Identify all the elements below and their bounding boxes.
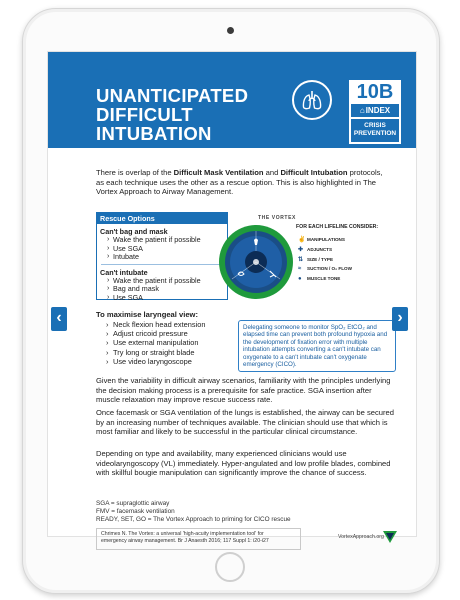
page-title	[96, 86, 248, 143]
lifeline-item	[298, 246, 388, 252]
lifeline-item	[298, 266, 388, 271]
lifeline-item	[298, 276, 388, 281]
tablet-frame	[22, 8, 440, 594]
crisis-line: CRISIS	[364, 122, 386, 129]
definition-item: FMV = facemask ventilation	[96, 508, 175, 515]
home-icon: ⌂	[359, 106, 365, 115]
intro-bold: Difficult Intubation	[280, 168, 348, 177]
intro-bold: Difficult Mask Ventilation	[173, 168, 264, 177]
reference-line: emergency airway management. Br J Anaesth 2016; 117 Suppl 1: i20-i27	[101, 537, 269, 544]
protocol-number: 10B	[356, 81, 394, 103]
intro-text: protocols, as each technique uses the other as a rescue option. This is also highlighted in The Vortex Approach to Airway Management.	[96, 168, 383, 197]
resize-icon: ⇅	[298, 257, 304, 263]
cant-intubate-heading: Can't intubate	[100, 267, 148, 277]
vortex-logo-icon	[382, 530, 398, 544]
hand-icon: ✌	[298, 237, 306, 243]
page-header	[48, 52, 416, 148]
maximise-list	[106, 320, 205, 366]
monitoring-callout: Delegating someone to monitor SpO₂ EtCO₂ and elapsed time can prevent both profound hypoxia and the development of fixation error with multiple intubation attempts converting a can't intubate can oxygenate to a can't intubate can't oxygenate emergency (CICO).	[238, 320, 396, 372]
vortex-diagram	[218, 224, 294, 300]
crisis-prevention-label	[351, 119, 399, 142]
list-item: › Bag and mask	[107, 285, 227, 294]
crisis-line: PREVENTION	[353, 130, 397, 137]
vortex-title: THE VORTEX	[258, 215, 296, 221]
lifeline-item	[298, 236, 388, 242]
list-item: › Neck flexion head extension	[106, 320, 205, 329]
vortex-url-link[interactable]: VortexApproach.org	[338, 534, 384, 540]
plus-icon: ✚	[298, 247, 304, 253]
title-line: DIFFICULT	[96, 104, 193, 125]
list-item: › Use SGA	[107, 245, 227, 254]
body-paragraph: Once facemask or SGA ventilation of the lungs is established, the airway can be secured by an increasing number of techniques available. The clinician should use that which is most familiar and likely to be successful in the particular clinical circumstance.	[96, 408, 395, 437]
maximise-heading: To maximise laryngeal view:	[96, 310, 198, 319]
list-item: › Wake the patient if possible	[107, 236, 227, 245]
intro-text: There is overlap of the	[96, 168, 174, 177]
muscle-icon: ●	[298, 276, 302, 282]
camera-icon	[227, 27, 234, 34]
intro-paragraph	[96, 168, 386, 197]
lifeline-label: SUCTION / O₂ FLOW	[307, 266, 352, 271]
previous-page-button[interactable]: ‹	[51, 307, 67, 331]
list-item: › Adjust cricoid pressure	[106, 329, 205, 338]
index-label: INDEX	[365, 106, 391, 115]
list-item: › Wake the patient if possible	[107, 277, 227, 286]
list-item: › Use SGA	[107, 294, 227, 303]
flow-icon: ≈	[298, 266, 302, 272]
rescue-options-heading: Rescue Options	[97, 213, 227, 224]
definition-item: SGA = supraglottic airway	[96, 500, 170, 507]
list-item: › Use external manipulation	[106, 338, 205, 347]
cant-bag-list	[97, 236, 227, 262]
lifeline-label: ADJUNCTS	[307, 247, 333, 252]
lungs-icon	[292, 80, 332, 120]
lifeline-item	[298, 256, 388, 262]
home-button[interactable]	[215, 552, 245, 582]
title-line: UNANTICIPATED	[96, 85, 249, 106]
lifeline-label: MANIPULATIONS	[307, 237, 345, 242]
reference-box	[96, 528, 301, 550]
list-item: › Use video laryngoscope	[106, 357, 205, 366]
lifeline-label: SIZE / TYPE	[307, 257, 334, 262]
title-line: INTUBATION	[96, 123, 212, 144]
vortex-core-dot	[253, 259, 259, 265]
rescue-options-box	[96, 212, 228, 300]
cant-intubate-list	[97, 277, 227, 303]
reference-line: Chrimes N. The Vortex: a universal 'high-acuity implementation tool' for	[101, 531, 264, 537]
body-paragraph: Depending on type and availability, many experienced clinicians would use videolaryngoscopy (VL) immediately. Hyper-angulated and low profile blades, combined with skillful bougie manipulation can significantly improve the chance of success.	[96, 449, 391, 478]
lifeline-heading: FOR EACH LIFELINE CONSIDER:	[296, 224, 379, 230]
definition-item: READY, SET, GO = The Vortex Approach to priming for CICO rescue	[96, 516, 291, 523]
next-page-button[interactable]: ›	[392, 307, 408, 331]
body-paragraph: Given the variability in difficult airway scenarios, familiarity with the principles underlying the decision making process is a prerequisite for safe practice. SGA insertion after muscle relaxation may improve rescue success rate.	[96, 376, 391, 405]
list-item: › Intubate	[107, 253, 227, 262]
intro-text: and	[263, 168, 281, 177]
protocol-badge	[348, 79, 402, 145]
lifeline-label: MUSCLE TONE	[307, 276, 341, 281]
divider	[101, 264, 223, 265]
cant-bag-heading: Can't bag and mask	[100, 227, 168, 236]
definitions	[96, 500, 291, 524]
document-page	[47, 51, 417, 544]
index-button[interactable]	[351, 104, 399, 117]
list-item: › Try long or straight blade	[106, 348, 205, 357]
